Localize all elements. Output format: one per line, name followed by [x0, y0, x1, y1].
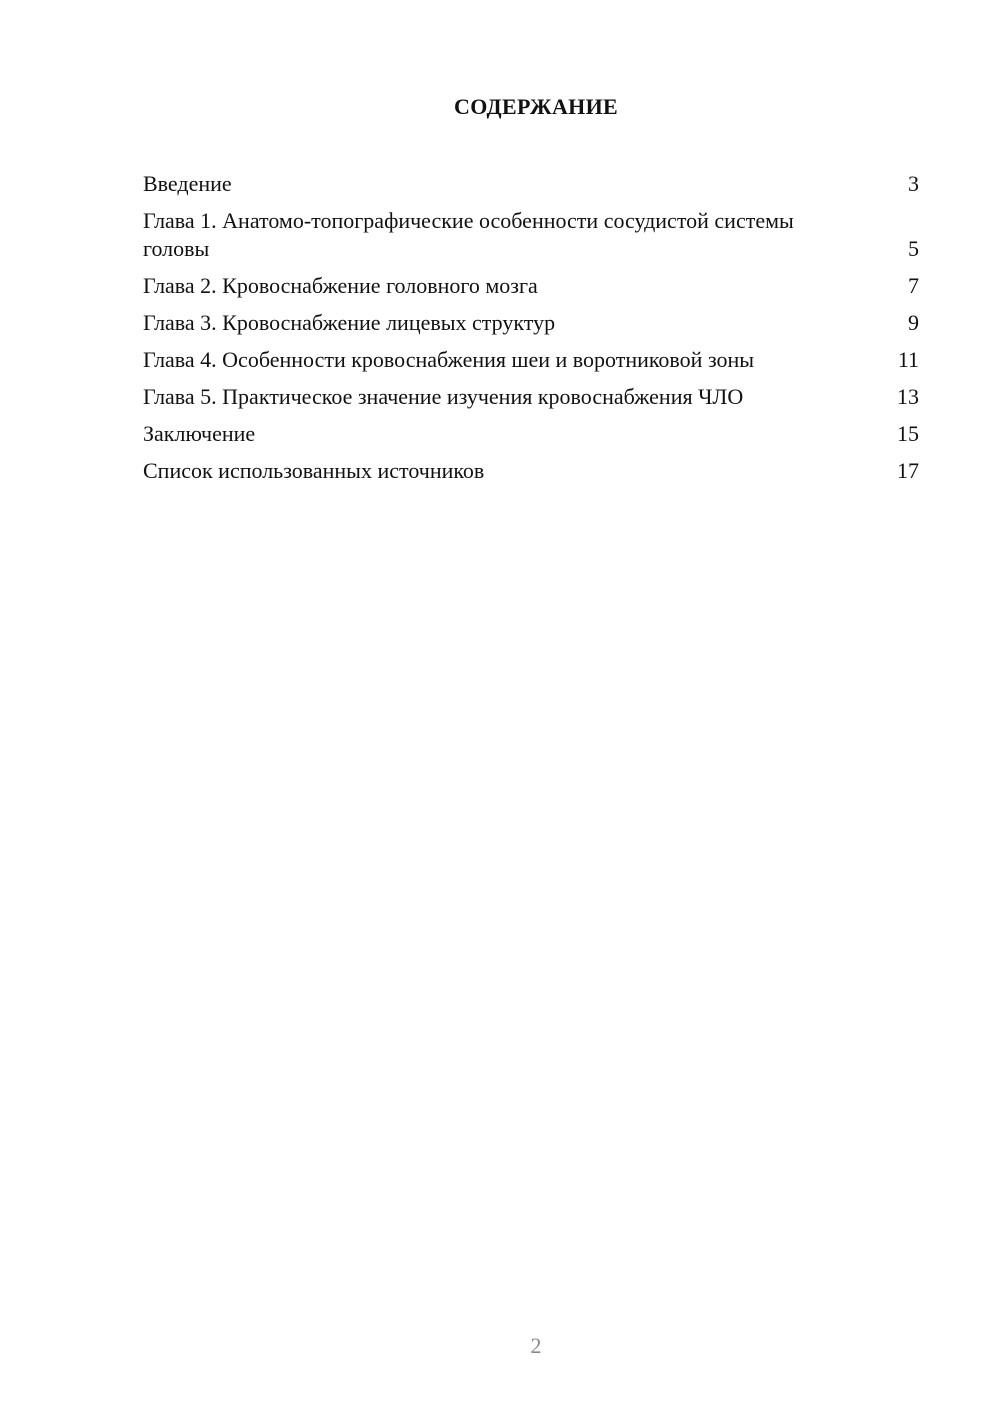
toc-entry — [143, 383, 919, 411]
toc-entry-title: Введение — [143, 171, 232, 196]
toc-entry-page: 15 — [897, 421, 919, 446]
page-number: 2 — [530, 1333, 542, 1358]
toc-entry-page: 3 — [908, 171, 919, 196]
toc-entry-title: Глава 3. Кровоснабжение лицевых структур — [143, 310, 556, 335]
toc-entry-page: 13 — [897, 384, 919, 409]
toc-entry — [143, 272, 919, 300]
toc-entry — [143, 309, 919, 337]
toc-entry — [143, 207, 919, 263]
page-title: СОДЕРЖАНИЕ — [454, 94, 618, 119]
toc-entry-title: Глава 4. Особенности кровоснабжения шеи и воротниковой зоны — [143, 347, 755, 372]
toc-entry-page: 7 — [908, 273, 919, 298]
toc-entry-title: Заключение — [143, 421, 256, 446]
toc-entry — [143, 420, 919, 448]
toc-entry-title: Глава 1. Анатомо-топографические особенности сосудистой системы головы — [143, 208, 794, 261]
toc-entry — [143, 457, 919, 485]
toc-entry-title: Глава 2. Кровоснабжение головного мозга — [143, 273, 538, 298]
toc-entry-page: 9 — [908, 310, 919, 335]
toc-entry-title: Список использованных источников — [143, 458, 485, 483]
toc-entry-page: 17 — [897, 458, 919, 483]
toc-entry-page: 5 — [908, 236, 919, 261]
toc-entry — [143, 346, 919, 374]
toc-entry — [143, 170, 919, 198]
table-of-contents — [143, 170, 919, 494]
toc-entry-page: 11 — [897, 347, 919, 372]
toc-entry-title: Глава 5. Практическое значение изучения кровоснабжения ЧЛО — [143, 384, 744, 409]
